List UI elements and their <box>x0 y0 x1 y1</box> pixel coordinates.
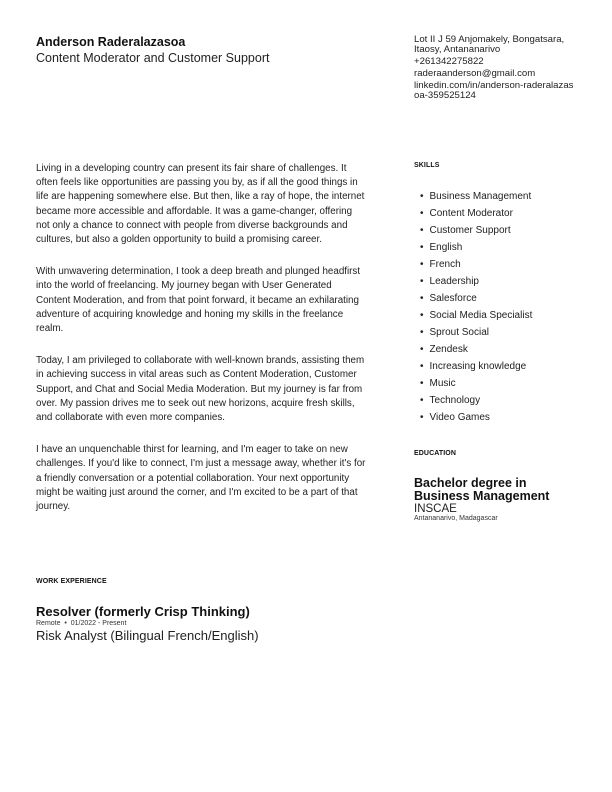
candidate-name: Anderson Raderalazasoa <box>36 35 186 49</box>
school: INSCAE <box>414 503 457 515</box>
skill-item: • English <box>420 241 532 258</box>
email[interactable]: raderaanderson@gmail.com <box>414 67 536 79</box>
job-meta: Remote • 01/2022 - Present <box>36 620 127 627</box>
contact-info <box>414 35 574 103</box>
skill-item: • Content Moderator <box>420 207 532 224</box>
skill-item: • Business Management <box>420 190 532 207</box>
phone: +261342275822 <box>414 56 484 68</box>
job-company: Resolver (formerly Crisp Thinking) <box>36 604 250 619</box>
address: Lot II J 59 Anjomakely, Bongatsara, Itaosy, Antananarivo <box>414 34 565 56</box>
education-entry <box>414 477 584 522</box>
education-heading: EDUCATION <box>414 450 456 457</box>
skill-item: • Sprout Social <box>420 326 532 343</box>
summary-paragraph: Living in a developing country can present its fair share of challenges. It often feels like opportunities are passing you by, as if all the good things in life are happening somewhere else. But then, like a ray of hope, the internet became more accessible and affordable. It was a game-changer, offering not only a chance to connect with people from diverse backgrounds and cultures, but also a golden opportunity to build a promising career. <box>36 163 365 246</box>
skills-list <box>420 190 532 428</box>
degree: Bachelor degree in Business Management <box>414 476 550 503</box>
skill-item: • Customer Support <box>420 224 532 241</box>
summary-paragraph: Today, I am privileged to collaborate with well-known brands, assisting them in achieving success in vital areas such as Content Moderation, Customer Support, and Chat and Social Media Moderation. But my journey is far from over. My passion drives me to seek out new horizons, acquire fresh skills, and collaborate with even more companies. <box>36 355 365 424</box>
skill-item: • French <box>420 258 532 275</box>
job-dates: 01/2022 - Present <box>70 620 127 627</box>
candidate-title: Content Moderator and Customer Support <box>36 51 270 65</box>
job-location: Remote <box>36 620 61 627</box>
linkedin-link[interactable]: linkedin.com/in/anderson-raderalazasoa-359525124 <box>414 79 574 101</box>
job-role: Risk Analyst (Bilingual French/English) <box>36 628 259 643</box>
skill-item: • Music <box>420 377 532 394</box>
summary <box>36 162 368 532</box>
skill-item: • Salesforce <box>420 292 532 309</box>
skills-heading: SKILLS <box>414 162 440 169</box>
job-entry <box>36 604 259 643</box>
skill-item: • Video Games <box>420 411 532 428</box>
skill-item: • Increasing knowledge <box>420 360 532 377</box>
summary-paragraph: With unwavering determination, I took a deep breath and plunged headfirst into the world of freelancing. My journey began with User Generated Content Moderation, and from that point forward, it became an exhilarating adventure of acquiring knowledge and honing my skills in the freelance realm. <box>36 266 361 335</box>
skill-item: • Leadership <box>420 275 532 292</box>
skill-item: • Technology <box>420 394 532 411</box>
work-experience-heading: WORK EXPERIENCE <box>36 578 107 585</box>
school-location: Antananarivo, Madagascar <box>414 515 498 522</box>
skill-item: • Zendesk <box>420 343 532 360</box>
skill-item: • Social Media Specialist <box>420 309 532 326</box>
summary-paragraph: I have an unquenchable thirst for learning, and I'm eager to take on new challenges. If you'd like to connect, I'm just a message away, whether it's for a friendly conversation or a potential collaboration. Your next opportunity might be waiting just around the corner, and I'm excited to be a part of that journey. <box>36 444 366 513</box>
